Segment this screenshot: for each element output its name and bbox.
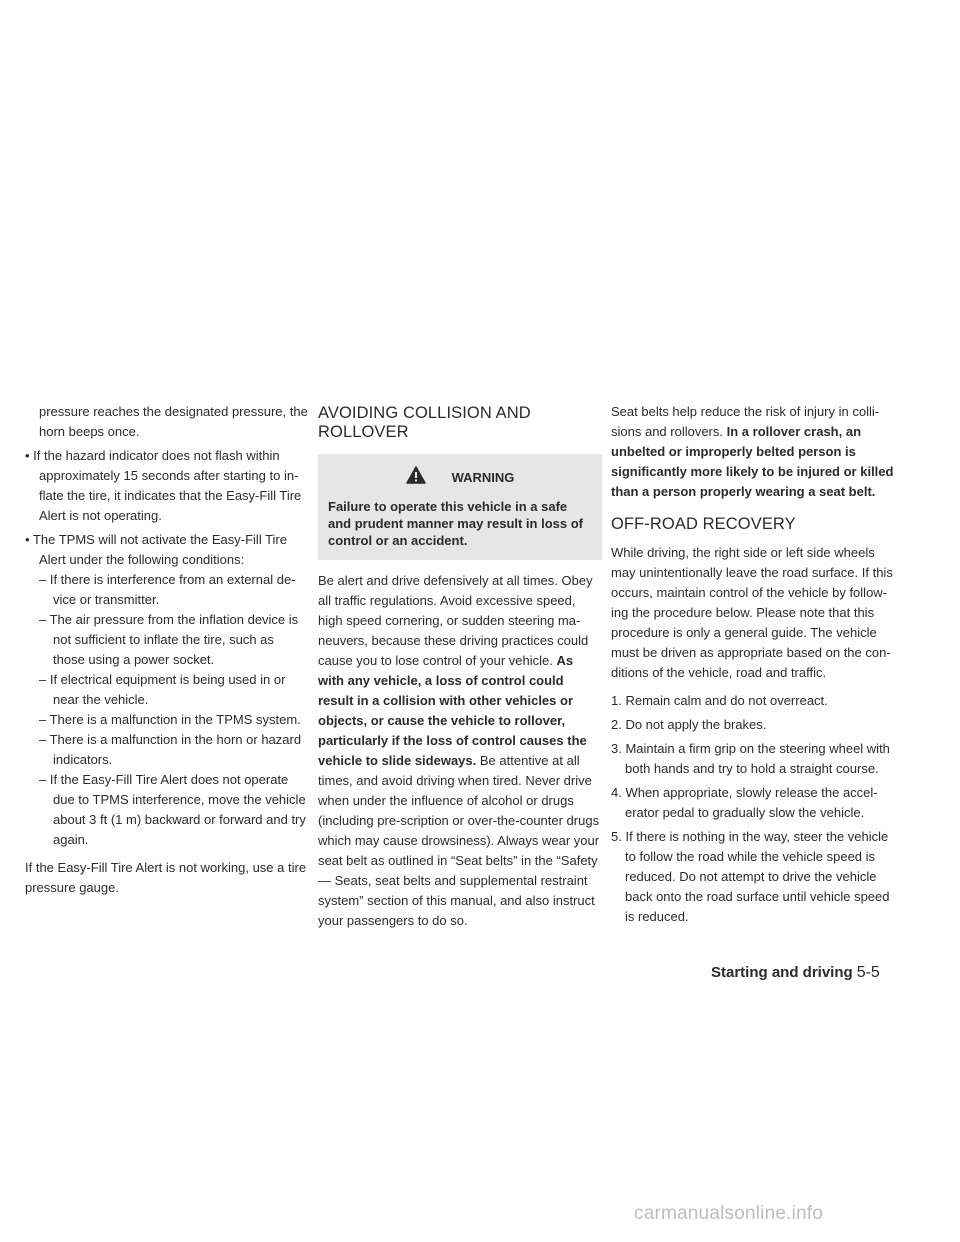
dash-item: – If there is interference from an external de-vice or transmitter.	[39, 572, 296, 607]
dash-item: – If the Easy-Fill Tire Alert does not operate due to TPMS interference, move the vehicle about 3 ft (1 m) backward or forward and try again.	[39, 772, 306, 847]
dash-item: – The air pressure from the inflation device is not sufficient to inflate the tire, such as those using a power socket.	[39, 612, 299, 667]
page-number: 5-5	[856, 964, 880, 981]
section-heading: AVOIDING COLLISION AND ROLLOVER	[318, 404, 531, 441]
closing-paragraph: If the Easy-Fill Tire Alert is not working, use a tire pressure gauge.	[25, 860, 307, 895]
column-right	[611, 402, 895, 931]
column-middle	[318, 404, 602, 931]
warning-text: Failure to operate this vehicle in a safe and prudent manner may result in loss of control or an accident.	[328, 499, 583, 548]
dash-item: – There is a malfunction in the TPMS system.	[39, 712, 301, 727]
numbered-step: 5. If there is nothing in the way, steer the vehicle to follow the road while the vehicle speed is reduced. Do not attempt to drive the vehicle back onto the road surface until vehicle speed is reduced.	[611, 829, 890, 924]
emphasis-text: In a rollover crash, an unbelted or improperly belted person is significantly more likely to be injured or killed than a person properly wearing a seat belt.	[611, 424, 894, 499]
emphasis-text: As with any vehicle, a loss of control could result in a collision with other vehicles or objects, or cause the vehicle to rollover, particularly if the loss of control causes the vehicle to slide sideways.	[318, 653, 587, 768]
warning-title: WARNING	[451, 470, 515, 485]
body-text: Seat belts help reduce the risk of injury in colli-sions and rollovers.	[611, 404, 880, 439]
numbered-step: 4. When appropriate, slowly release the accel-erator pedal to gradually slow the vehicle.	[611, 785, 878, 820]
warning-box	[318, 454, 602, 560]
body-paragraph	[318, 571, 602, 931]
bullet-item: • If the hazard indicator does not flash within approximately 15 seconds after starting to in-flate the tire, it indicates that the Easy-Fill Tire Alert is not operating.	[25, 448, 302, 523]
body-paragraph	[611, 402, 895, 502]
dash-item: – If electrical equipment is being used in or near the vehicle.	[39, 672, 286, 707]
section-heading: OFF-ROAD RECOVERY	[611, 515, 796, 533]
watermark: carmanualsonline.info	[634, 1203, 824, 1224]
warning-triangle-icon	[406, 466, 426, 490]
dash-item: – There is a malfunction in the horn or hazard indicators.	[39, 732, 302, 767]
footer-section-title: Starting and driving	[711, 964, 853, 981]
warning-header	[328, 466, 592, 490]
column-left	[25, 402, 309, 898]
numbered-step: 3. Maintain a firm grip on the steering wheel with both hands and try to hold a straight course.	[611, 741, 890, 776]
body-paragraph: While driving, the right side or left side wheels may unintentionally leave the road surface. If this occurs, maintain control of the vehicle by follow-ing the procedure below. Please note that this procedure is only a general guide. The vehicle must be driven as appropriate based on the con-ditions of the vehicle, road and traffic.	[611, 545, 893, 680]
numbered-step: 1. Remain calm and do not overreact.	[611, 693, 828, 708]
page-footer	[711, 963, 911, 983]
bullet-item: • The TPMS will not activate the Easy-Fill Tire Alert under the following conditions:	[25, 532, 287, 567]
continued-paragraph: pressure reaches the designated pressure, the horn beeps once.	[39, 404, 308, 439]
numbered-step: 2. Do not apply the brakes.	[611, 717, 767, 732]
body-text: Be attentive at all times, and avoid driving when tired. Never drive when under the influence of alcohol or drugs (including pre-scription or over-the-counter drugs which may cause drowsiness). Always wear your seat belt as outlined in “Seat belts” in the “Safety — Seats, seat belts and supplemental restraint system” section of this manual, and also instruct your passengers to do so.	[318, 753, 600, 928]
body-text: Be alert and drive defensively at all times. Obey all traffic regulations. Avoid excessive speed, high speed cornering, or sudden steering ma-neuvers, because these driving practices could cause you to lose control of your vehicle.	[318, 573, 593, 668]
